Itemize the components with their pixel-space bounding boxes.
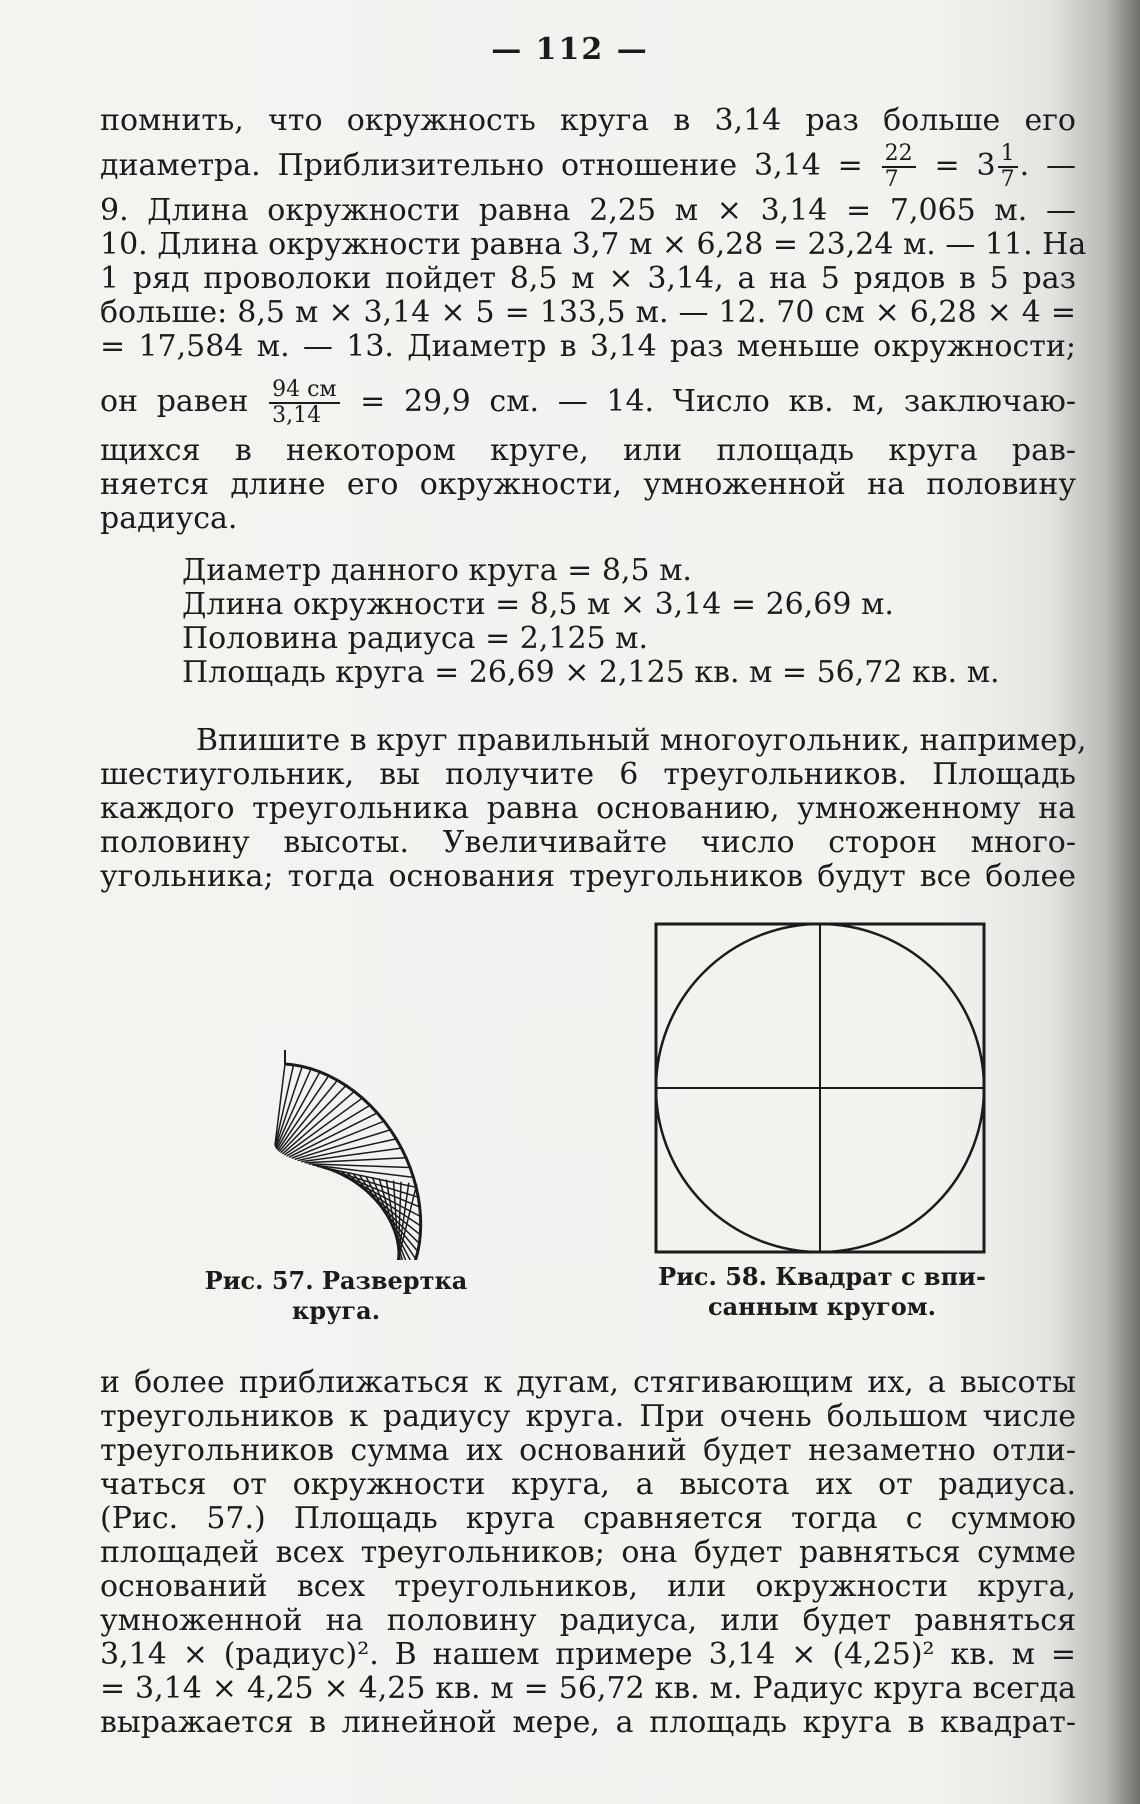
text-line: = 3,14 × 4,25 × 4,25 кв. м = 56,72 кв. м. Радиус круга всегда [100,1671,1076,1706]
calc-line: Половина радиуса = 2,125 м. [182,621,649,656]
text-line: и более приближаться к дугам, стягивающим их, а высоты [100,1365,1076,1400]
text-line: 3,14 × (радиус)². В нашем примере 3,14 × (4,25)² кв. м = [100,1637,1076,1672]
fraction: $\frac{94 см}{3,14}$ [269,378,339,428]
fan-triangle-side [342,1172,421,1235]
square-inscribed-circle-figure [650,918,990,1258]
calc-line: Длина окружности = 8,5 м × 3,14 = 26,69 м. [182,587,894,622]
page-number: — 112 — [491,32,649,67]
calc-line: Площадь круга = 26,69 × 2,125 кв. м = 56,72 кв. м. [182,655,1000,690]
text-line: Впишите в круг правильный многоугольник, например, [196,723,1087,758]
text-line: няется длине его окружности, умноженной на половину [100,467,1076,502]
text-line: оснований всех треугольников, или окружности круга, [100,1569,1076,1604]
calc-line: Диаметр данного круга = 8,5 м. [182,553,692,588]
figure-57-caption: Рис. 57. Развертка круга. [204,1266,468,1325]
text-line: больше: 8,5 м × 3,14 × 5 = 133,5 м. — 12. 70 см × 6,28 × 4 = [100,295,1076,330]
text-line: 1 ряд проволоки пойдет 8,5 м × 3,14, а на 5 рядов в 5 раз [100,261,1076,296]
text-line: треугольников сумма их оснований будет незаметно отли- [100,1433,1076,1468]
text-line: щихся в некотором круге, или площадь круга рав- [100,433,1076,468]
text-line: радиуса. [100,501,238,536]
fan-triangle-side [295,1130,391,1160]
figure-58-caption: Рис. 58. Квадрат с впи- санным кругом. [658,1262,986,1321]
text-line: = 17,584 м. — 13. Диаметр в 3,14 раз меньше окружности; [100,329,1076,364]
text-line: половину высоты. Увеличивайте число сторон много- [100,825,1076,860]
fraction: $\frac{22}{7}$ [882,142,916,192]
text-line: шестиугольник, вы получите 6 треугольников. Площадь [100,757,1076,792]
fraction: $\frac{1}{7}$ [998,142,1018,192]
text-line: 9. Длина окружности равна 2,25 м × 3,14 = 7,065 м. — [100,193,1076,228]
text-line: треугольников к радиусу круга. При очень большом числе [100,1399,1076,1434]
text-line-with-fraction: он равен $\frac{94 см}{3,14}$ = 29,9 см. — 14. Число кв. м, заключаю- [100,377,1076,428]
text-line: выражается в линейной мере, а площадь круга в квадрат- [100,1705,1076,1740]
text-line: чаться от окружности круга, а высота их от радиуса. [100,1467,1076,1502]
text-line: угольника; тогда основания треугольников будут все более [100,859,1076,894]
text-line: каждого треугольника равна основанию, умноженному на [100,791,1076,826]
text-line: (Рис. 57.) Площадь круга сравняется тогда с суммою [100,1501,1076,1536]
text-line: площадей всех треугольников; она будет равняться сумме [100,1535,1076,1570]
text-line: помнить, что окружность круга в 3,14 раз больше его [100,103,1076,138]
text-line: умноженной на половину радиуса, или будет равняться [100,1603,1076,1638]
circle-unrolled-figure [180,1050,480,1260]
text-line: 10. Длина окружности равна 3,7 м × 6,28 = 23,24 м. — 11. На [100,227,1087,262]
fan-triangle-side [281,1086,346,1153]
text-line-with-fractions: диаметра. Приблизительно отношение 3,14 = $\frac{22}{7}$ = 3 $\frac{1}{7}$ . — [100,141,1077,192]
fan-triangle-side [275,1065,293,1146]
fan-triangle-side [301,1148,401,1161]
